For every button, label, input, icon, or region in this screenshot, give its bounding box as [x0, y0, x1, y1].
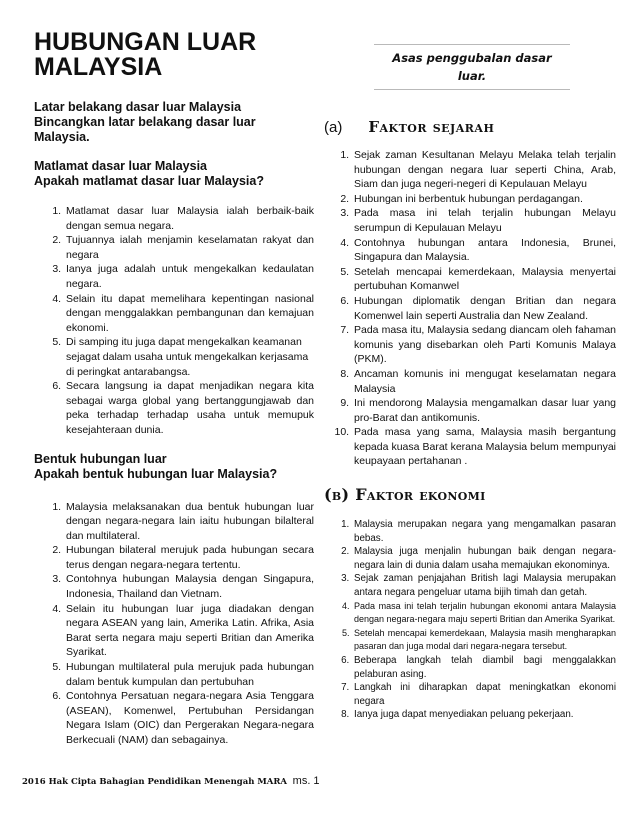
- list-item: 7. Pada masa itu, Malaysia sedang diancam oleh fahaman komunis yang disebarkan oleh Parti Komunis Malaya (PKM).: [352, 323, 616, 367]
- list-item: 4. Contohnya hubungan antara Indonesia, Brunei, Singapura dan Malaysia.: [352, 236, 616, 265]
- list-item: 5. Di samping itu juga dapat mengekalkan keamanan sejagat dalam usaha untuk mengekalkan kerjasama di peringkat antarabangsa.: [64, 335, 314, 379]
- title-line-2: MALAYSIA: [34, 53, 163, 81]
- asas-penggubalan-box: [374, 44, 570, 90]
- ekonomi-list: [324, 518, 616, 722]
- page-number: ms. 1: [292, 775, 320, 787]
- list-item: 9. Ini mendorong Malaysia mengamalkan dasar luar yang pro-Barat dan antikomunis.: [352, 396, 616, 425]
- list-item: 4. Pada masa ini telah terjalin hubungan ekonomi antara Malaysia dengan negara-negara maju seperti Britian dan Amerika Syarikat.: [352, 600, 616, 627]
- list-item: 1. Malaysia melaksanakan dua bentuk hubungan luar dengan negara-negara lain iaitu hubungan bilalteral dan multilateral.: [64, 500, 314, 544]
- list-item: 1. Malaysia merupakan negara yang mengamalkan pasaran bebas.: [352, 518, 616, 545]
- section-matlamat-heading: Matlamat dasar luar Malaysia Apakah matlamat dasar luar Malaysia?: [34, 159, 264, 188]
- list-item: 2. Hubungan ini berbentuk hubungan perdagangan.: [352, 192, 616, 207]
- list-item: 8. Ancaman komunis ini mengugat keselamatan negara Malaysia: [352, 367, 616, 396]
- right-column: [324, 118, 616, 722]
- list-item: 6. Hubungan diplomatik dengan Britian dan negara Komenwel lain seperti Australia dan New Zealand.: [352, 294, 616, 323]
- copyright-text: 2016 Hak Cipta Bahagian Pendidikan Menengah MARA: [22, 777, 288, 787]
- list-item: 6. Secara langsung ia dapat menjadikan negara kita sebagai warga global yang bertanggungjawab dan peka terhadap terhadap usaha untuk memupuk kesejahteraan dunia.: [64, 379, 314, 437]
- list-item: 10. Pada masa yang sama, Malaysia masih bergantung kepada kuasa Barat kerana Malaysia belum mempunyai keupayaan pertahanan .: [352, 425, 616, 469]
- list-item: 2. Hubungan bilateral merujuk pada hubungan secara terus dengan negara-negara tertentu.: [64, 543, 314, 572]
- page-title: [34, 30, 314, 80]
- sejarah-list: [324, 148, 616, 469]
- list-item: 3. Pada masa ini telah terjalin hubungan Melayu serumpun di Kepulauan Melayu: [352, 206, 616, 235]
- list-item: 8. Ianya juga dapat menyediakan peluang pekerjaan.: [352, 708, 616, 722]
- box-line-2: luar.: [457, 69, 487, 83]
- title-line-1: HUBUNGAN LUAR: [34, 28, 257, 56]
- heading-letter: (a): [324, 119, 343, 136]
- list-item: 7. Langkah ini diharapkan dapat meningkatkan ekonomi negara: [352, 681, 616, 708]
- bentuk-list: [34, 500, 314, 748]
- section-latar-heading: Latar belakang dasar luar Malaysia Bincangkan latar belakang dasar luar Malaysia.: [34, 100, 256, 144]
- list-item: 3. Ianya juga adalah untuk mengekalkan kedaulatan negara.: [64, 262, 314, 291]
- section-bentuk-heading: Bentuk hubungan luar Apakah bentuk hubungan luar Malaysia?: [34, 451, 278, 481]
- faktor-sejarah-heading: [324, 118, 616, 136]
- list-item: 4. Selain itu dapat memelihara kepentingan nasional dengan menggalakkan pembangunan dan kemajuan ekonomi.: [64, 292, 314, 336]
- list-item: 3. Contohnya hubungan Malaysia dengan Singapura, Indonesia, Thailand dan Vietnam.: [64, 572, 314, 601]
- list-item: 5. Setelah mencapai kemerdekaan, Malaysia menyertai pertubuhan Komanwel: [352, 265, 616, 294]
- list-item: 3. Sejak zaman penjajahan British lagi Malaysia merupakan antara negara pengeluar utama bijih timah dan getah.: [352, 572, 616, 599]
- list-item: 2. Malaysia juga menjalin hubungan baik dengan negara-negara lain di dunia dalam usaha memajukan ekonominya.: [352, 545, 616, 572]
- box-line-1: Asas penggubalan dasar: [392, 51, 552, 65]
- left-column: [34, 30, 314, 748]
- list-item: 6. Beberapa langkah telah diambil bagi menggalakkan pelaburan asing.: [352, 654, 616, 681]
- list-item: 5. Setelah mencapai kemerdekaan, Malaysia masih mengharapkan pasaran dan juga modal dari negara-negara tersebut.: [352, 627, 616, 654]
- page-footer: [22, 775, 320, 787]
- list-item: 4. Selain itu hubungan luar juga diadakan dengan negara ASEAN yang lain, Amerika Latin. Afrika, Asia Barat serta negara maju seperti Britian dan Amerika Syarikat.: [64, 602, 314, 660]
- list-item: 1. Matlamat dasar luar Malaysia ialah berbaik-baik dengan semua negara.: [64, 204, 314, 233]
- heading-text: Faktor sejarah: [368, 118, 495, 136]
- faktor-ekonomi-heading: (b) Faktor ekonomi: [324, 485, 486, 505]
- list-item: 6. Contohnya Persatuan negara-negara Asia Tenggara (ASEAN), Komenwel, Pertubuhan Persidangan Negara Islam (OIC) dan Pergerakan Negara-negara Berkecuali (NAM) dan sebagainya.: [64, 689, 314, 747]
- matlamat-list: [34, 204, 314, 438]
- list-item: 5. Hubungan multilateral pula merujuk pada hubungan dalam bentuk kumpulan dan pertubuhan: [64, 660, 314, 689]
- list-item: 2. Tujuannya ialah menjamin keselamatan rakyat dan negara: [64, 233, 314, 262]
- list-item: 1. Sejak zaman Kesultanan Melayu Melaka telah terjalin hubungan dengan negara luar seperti China, Arab, Siam dan juga negeri-negeri di Kepulauan Melayu: [352, 148, 616, 192]
